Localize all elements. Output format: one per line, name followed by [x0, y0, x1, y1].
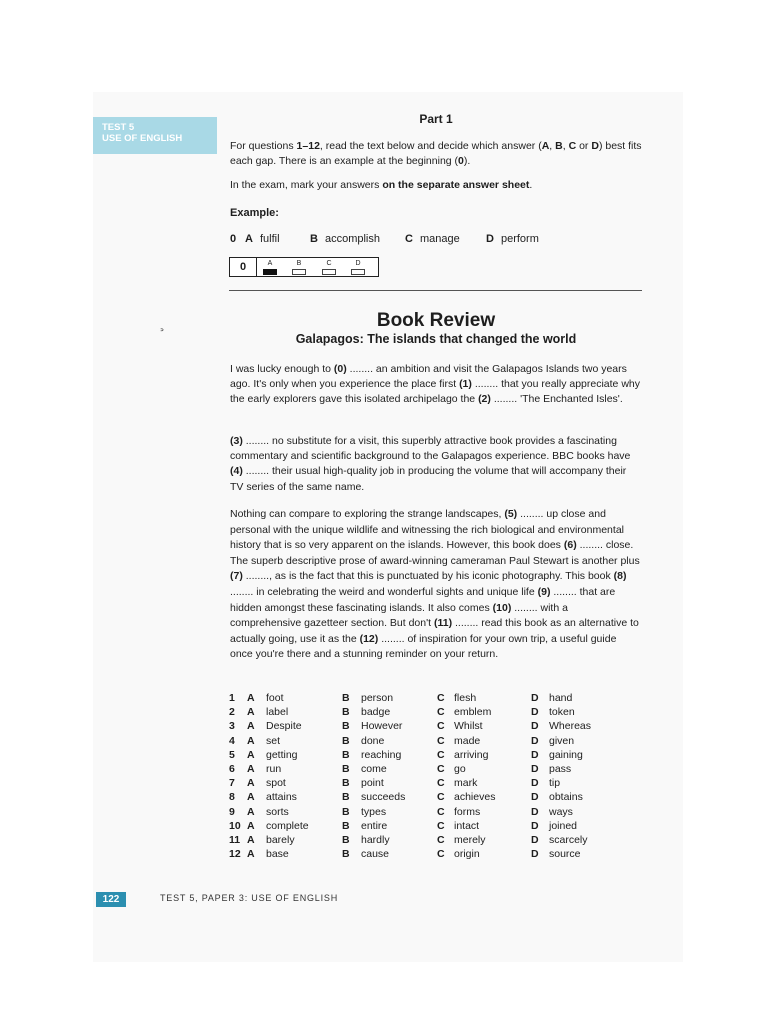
- answer-option-row: [229, 819, 629, 833]
- option-letter: B: [342, 777, 350, 790]
- option-letter: C: [437, 762, 445, 775]
- gap-number: (0): [333, 363, 347, 375]
- option-word: joined: [549, 819, 578, 832]
- example-number: 0: [230, 233, 237, 245]
- option-word: Whereas: [549, 720, 592, 733]
- question-number: 3: [229, 720, 235, 733]
- option-word: spot: [266, 777, 286, 790]
- question-number: 6: [229, 762, 235, 775]
- option-word: origin: [454, 848, 480, 861]
- option-letter: D: [531, 848, 539, 861]
- review-text: ........, as is the fact that this is punctuated by his iconic photography. This book: [242, 570, 614, 583]
- option-word: flesh: [454, 692, 477, 704]
- option-letter: B: [342, 734, 350, 747]
- option-letter: D: [531, 720, 539, 733]
- answer-option-row: [229, 833, 629, 847]
- instructions-paragraph-2: [230, 178, 642, 193]
- gap-number: (8): [613, 570, 627, 583]
- option-letter: C: [437, 848, 445, 861]
- instr-text: For questions: [230, 140, 297, 152]
- review-text: ........ that are hidden amongst these fascinating islands. It also comes: [230, 585, 616, 614]
- question-number: 7: [229, 777, 235, 790]
- review-text: ........ read this book as an alternative to actually going, use it as the: [230, 617, 639, 645]
- example-word: manage: [419, 233, 460, 245]
- example-word: accomplish: [324, 233, 380, 245]
- option-word: succeeds: [361, 791, 406, 804]
- option-letter: A: [247, 692, 255, 704]
- question-number: 4: [229, 734, 235, 747]
- option-letter: C: [437, 819, 445, 832]
- option-letter: D: [531, 833, 539, 846]
- part-title: Part 1: [419, 112, 453, 126]
- option-letter: A: [247, 777, 255, 790]
- option-letter: A: [247, 734, 255, 747]
- option-word: given: [549, 734, 575, 747]
- gap-number: (1): [459, 378, 472, 391]
- option-word: achieves: [454, 791, 496, 804]
- gap-number: (6): [563, 539, 577, 552]
- option-letter: A: [247, 791, 255, 804]
- bubble-letter: D: [355, 260, 361, 267]
- option-word: scarcely: [549, 833, 588, 846]
- option-letter: B: [342, 791, 350, 804]
- option-word: source: [549, 848, 581, 861]
- option-letter: B: [342, 692, 350, 704]
- review-text: ........ up close and personal with the unique wildlife and witnessing the rich biological and environmental history that is so very apparent on the islands. However, this book does: [230, 508, 624, 552]
- option-letter: B: [342, 819, 350, 832]
- option-letter: A: [247, 720, 255, 733]
- option-letter: C: [437, 791, 445, 804]
- review-title: Book Review: [376, 310, 496, 331]
- review-text: ........ 'The Enchanted Isles'.: [490, 393, 623, 406]
- question-number: 10: [229, 819, 241, 832]
- option-word: arriving: [454, 748, 489, 761]
- option-word: gaining: [549, 748, 583, 761]
- option-word: done: [361, 734, 385, 747]
- option-word: barely: [266, 833, 295, 846]
- option-word: attains: [266, 791, 297, 804]
- option-word: sorts: [266, 805, 289, 818]
- review-text: ........ an ambition and visit the Galapagos Islands two years ago. It's only when you experience the place first: [230, 363, 627, 391]
- review-subtitle: Galapagos: The islands that changed the world: [295, 332, 577, 346]
- option-word: point: [361, 777, 384, 790]
- option-letter: B: [342, 706, 350, 719]
- review-text: ........ of inspiration for your own trip, a useful guide once you're there and a stunning reminder on your return.: [230, 632, 617, 661]
- question-number: 8: [229, 791, 235, 804]
- option-word: Despite: [266, 720, 302, 733]
- option-letter: C: [437, 805, 445, 818]
- option-letter: D: [531, 706, 539, 719]
- gap-number: (11): [433, 617, 453, 630]
- option-word: obtains: [549, 791, 583, 804]
- gap-number: (4): [230, 465, 243, 478]
- option-letter: C: [437, 777, 445, 790]
- option-letter: D: [531, 819, 539, 832]
- option-letter: B: [342, 833, 350, 846]
- option-word: hardly: [361, 833, 390, 846]
- option-word: intact: [454, 819, 480, 832]
- option-letter: C: [437, 720, 445, 733]
- answer-option-row: [229, 734, 629, 748]
- option-word: cause: [361, 848, 390, 861]
- answer-option-row: [229, 691, 629, 705]
- answer-options-table: [229, 691, 629, 861]
- instr-text: ) best fits each gap. There is an example at the beginning (: [230, 140, 642, 167]
- option-word: forms: [454, 805, 481, 818]
- option-letter: B: [342, 805, 350, 818]
- option-letter: A: [247, 748, 255, 761]
- option-letter: C: [437, 706, 445, 719]
- example-word: fulfil: [259, 233, 280, 245]
- bubble-letter: C: [326, 260, 332, 267]
- option-letter: D: [531, 748, 539, 761]
- option-letter: C: [437, 734, 445, 747]
- bubble-box-filled: [263, 269, 277, 275]
- example-word: perform: [500, 233, 539, 245]
- option-word: run: [266, 762, 282, 775]
- question-number: 1: [229, 692, 235, 704]
- option-word: getting: [266, 748, 298, 761]
- option-word: pass: [549, 762, 572, 775]
- option-word: Whilst: [454, 720, 483, 733]
- option-word: emblem: [454, 706, 492, 719]
- answer-option-row: [229, 748, 629, 762]
- option-word: hand: [549, 692, 573, 704]
- gap-number: (9): [537, 585, 551, 598]
- option-word: types: [361, 805, 387, 818]
- option-letter: D: [531, 692, 539, 704]
- example-letter: B: [310, 233, 318, 245]
- option-word: person: [361, 692, 394, 704]
- review-text: ........ no substitute for a visit, this superbly attractive book provides a fascinating commentary and scientific background to the Galapagos experience. BBC books have: [230, 435, 631, 463]
- review-text: Nothing can compare to exploring the strange landscapes,: [230, 508, 505, 520]
- review-text: ........ their usual high-quality job in producing the volume that will accompany their TV series of the same name.: [230, 465, 627, 493]
- review-text: ........ in celebrating the weird and wonderful sights and unique life: [230, 585, 538, 598]
- review-paragraph-2: [230, 434, 642, 495]
- option-letter: A: [247, 706, 255, 719]
- question-number: 9: [229, 805, 235, 818]
- bubble-box: [292, 269, 306, 275]
- answer-option-row: [229, 847, 629, 861]
- test-section-tab: [93, 117, 217, 154]
- answer-bubble-c: [322, 260, 336, 275]
- instr-letter: A: [541, 140, 550, 152]
- gap-number: (12): [359, 632, 379, 645]
- question-number: 2: [229, 706, 235, 719]
- review-text: ........ close. The superb descriptive prose of award-winning cameraman Paul Stewart is another plus: [230, 539, 640, 567]
- answer-sheet-example: [229, 257, 379, 277]
- option-letter: A: [247, 848, 255, 861]
- answer-bubble-d: [351, 260, 365, 275]
- example-letter: C: [405, 233, 413, 245]
- option-letter: D: [531, 762, 539, 775]
- option-word: However: [361, 720, 403, 733]
- instr-example-num: 0: [458, 155, 464, 167]
- answer-option-row: [229, 719, 629, 733]
- option-letter: A: [247, 833, 255, 846]
- instr-text: ).: [463, 155, 471, 167]
- option-word: merely: [454, 833, 486, 846]
- option-letter: B: [342, 720, 350, 733]
- answer-option-row: [229, 705, 629, 719]
- option-letter: D: [531, 791, 539, 804]
- bubble-letter: A: [267, 260, 273, 267]
- option-letter: A: [247, 805, 255, 818]
- question-number: 11: [229, 833, 241, 846]
- tab-line-1: TEST 5: [102, 122, 135, 133]
- instr-text: .: [529, 179, 533, 191]
- example-label: Example:: [230, 207, 279, 219]
- margin-mark: ᐣ: [160, 327, 164, 338]
- option-letter: B: [342, 762, 350, 775]
- option-word: mark: [454, 777, 478, 790]
- option-word: ways: [549, 805, 573, 818]
- example-letter: A: [245, 233, 253, 245]
- option-letter: C: [437, 692, 445, 704]
- gap-number: (5): [504, 508, 518, 520]
- question-number: 5: [229, 748, 235, 761]
- option-word: made: [454, 734, 481, 747]
- answer-bubble-b: [292, 260, 306, 275]
- bubble-box: [322, 269, 336, 275]
- answer-bubble-a: [263, 260, 277, 275]
- answer-option-row: [229, 762, 629, 776]
- option-letter: A: [247, 819, 255, 832]
- divider: [229, 290, 642, 291]
- page-number: 122: [96, 892, 126, 907]
- question-number: 12: [229, 848, 241, 861]
- option-letter: D: [531, 805, 539, 818]
- option-word: label: [266, 706, 289, 719]
- option-word: come: [361, 762, 387, 775]
- gap-number: (10): [492, 601, 512, 614]
- instr-range: 1–12: [296, 140, 320, 152]
- instructions-paragraph-1: For questions 1–12, read the text below and decide which answer (A, B, C or D) best fits each gap. There is an example at the beginning (0).: [230, 140, 642, 167]
- option-word: badge: [361, 706, 391, 719]
- example-letter: D: [486, 233, 494, 245]
- instr-text: In the exam, mark your answers: [230, 179, 383, 191]
- gap-number: (2): [478, 393, 491, 406]
- review-paragraph-3: [230, 507, 642, 663]
- option-letter: A: [247, 762, 255, 775]
- instr-letter: B: [555, 140, 563, 152]
- option-word: reaching: [361, 748, 402, 761]
- answer-option-row: [229, 805, 629, 819]
- instr-letter: C: [568, 140, 577, 152]
- option-letter: D: [531, 734, 539, 747]
- bubble-letter: B: [296, 260, 302, 267]
- bubble-box: [351, 269, 365, 275]
- option-word: go: [454, 762, 466, 775]
- option-word: entire: [361, 819, 388, 832]
- option-word: token: [549, 706, 575, 719]
- answer-option-row: [229, 790, 629, 804]
- option-letter: C: [437, 748, 445, 761]
- review-text: I was lucky enough to: [230, 363, 334, 375]
- review-paragraph-1: [230, 362, 642, 408]
- instr-text: , read the text below and decide which answer (: [319, 140, 542, 152]
- answer-option-row: [229, 776, 629, 790]
- option-letter: D: [531, 777, 539, 790]
- sheet-number: 0: [230, 258, 257, 276]
- gap-number: (3): [230, 435, 243, 447]
- option-letter: C: [437, 833, 445, 846]
- tab-line-2: USE OF ENGLISH: [102, 133, 183, 144]
- option-letter: B: [342, 848, 350, 861]
- review-text: ........ that you really appreciate why the early explorers gave this isolated archipelago the: [230, 378, 640, 406]
- instr-letter: D: [591, 140, 599, 152]
- option-word: complete: [266, 819, 309, 832]
- page-footer: TEST 5, PAPER 3: USE OF ENGLISH: [160, 893, 339, 903]
- option-word: set: [266, 734, 281, 747]
- instr-emphasis: on the separate answer sheet: [382, 179, 530, 191]
- option-word: foot: [266, 692, 284, 704]
- review-text: ........ with a comprehensive gazetteer section. But don't: [230, 601, 568, 630]
- option-word: base: [266, 848, 289, 861]
- option-word: tip: [549, 777, 561, 790]
- gap-number: (7): [230, 570, 243, 583]
- option-letter: B: [342, 748, 350, 761]
